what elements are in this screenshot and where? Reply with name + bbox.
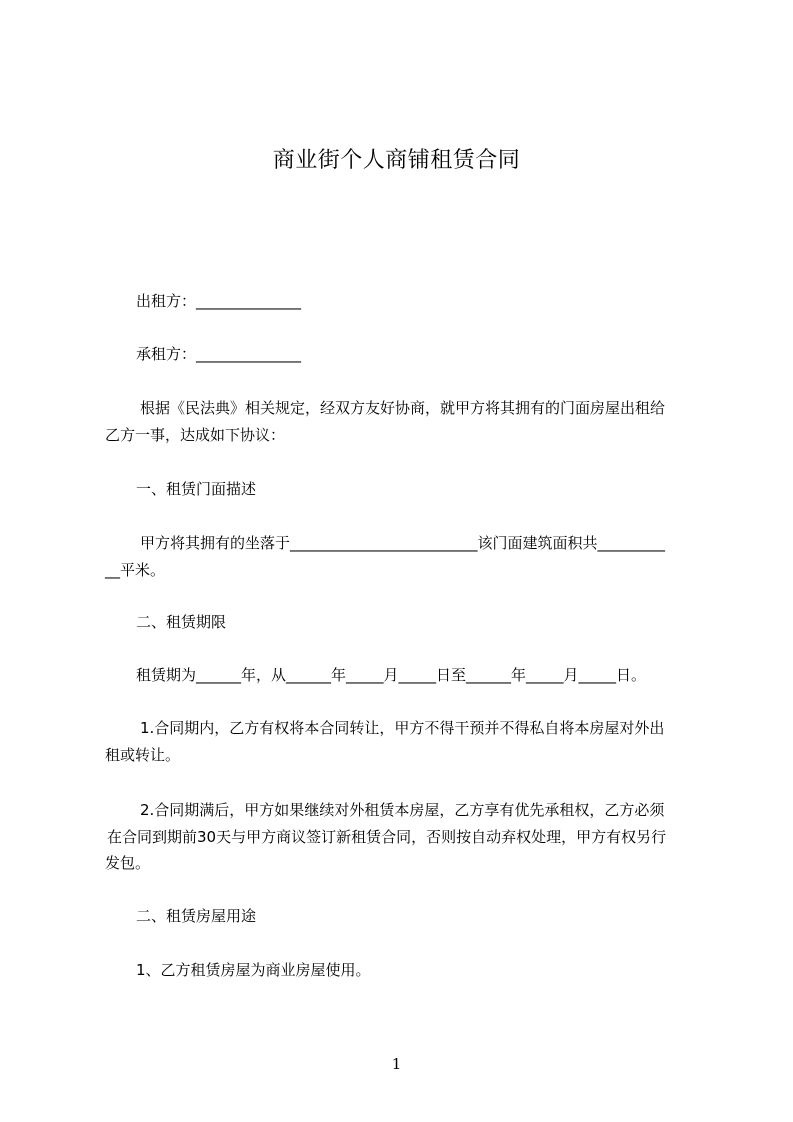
lease-term-line: 租赁期为______年，从______年_____月_____日至______年_____月_____日。 <box>136 666 647 684</box>
section-1-line-2: __平米。 <box>105 561 166 579</box>
section-3-heading: 二、租赁房屋用途 <box>136 907 257 925</box>
clause-1-line-1: 1.合同期内，乙方有权将本合同转让，甲方不得干预并不得私自将本房屋对外出 <box>140 719 665 737</box>
section-1-line-1: 甲方将其拥有的坐落于_________________________该门面建筑面积共_________ <box>140 534 666 552</box>
intro-paragraph-line-1: 根据《民法典》相关规定，经双方友好协商，就甲方将其拥有的门面房屋出租给 <box>140 399 666 417</box>
lessee-line: 承租方：______________ <box>136 345 302 363</box>
section-2-heading: 二、租赁期限 <box>136 613 227 631</box>
clause-2-line-1: 2.合同期满后，甲方如果继续对外租赁本房屋，乙方享有优先承租权，乙方必须 <box>140 801 665 819</box>
clause-1-line-2: 租或转让。 <box>105 746 181 764</box>
intro-paragraph-line-2: 乙方一事，达成如下协议： <box>105 426 286 444</box>
section-1-heading: 一、租赁门面描述 <box>136 480 257 498</box>
page-number: 1 <box>391 1055 402 1073</box>
usage-clause-1: 1、乙方租赁房屋为商业房屋使用。 <box>136 961 371 979</box>
clause-2-line-3: 发包。 <box>105 854 151 872</box>
lessor-line: 出租方：______________ <box>136 292 302 310</box>
clause-2-line-2: 在合同到期前30天与甲方商议签订新租赁合同，否则按自动弃权处理，甲方有权另行 <box>107 828 667 846</box>
document-title: 商业街个人商铺租赁合同 <box>272 148 521 173</box>
